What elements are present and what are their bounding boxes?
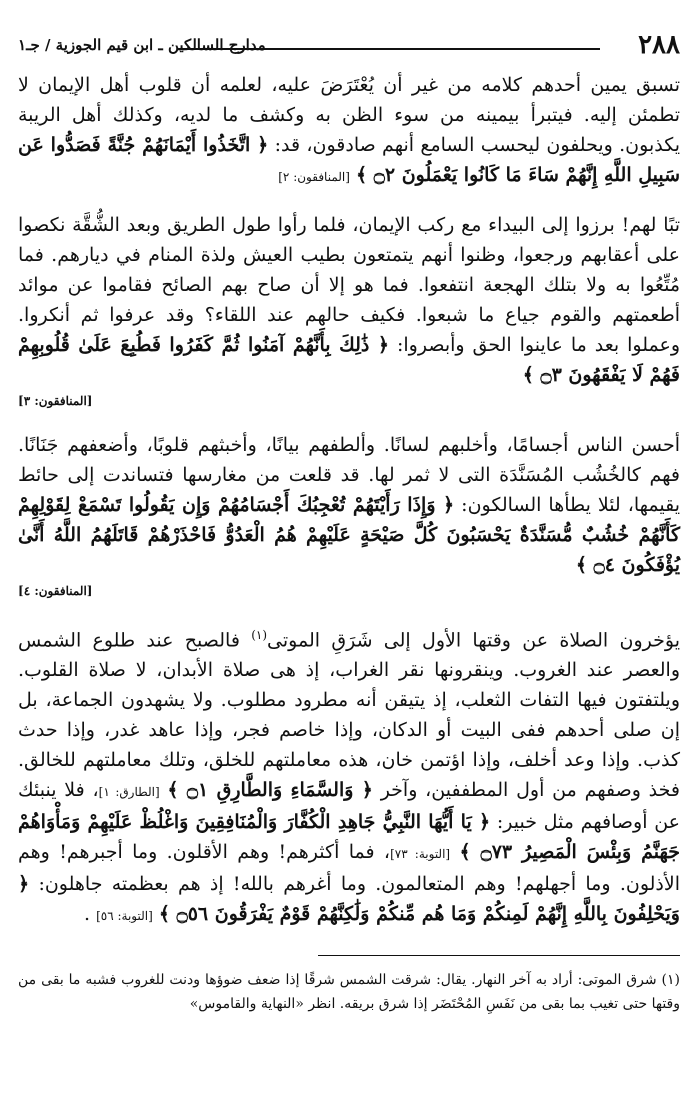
verse-ref-2: [المنافقون: ٣] (18, 394, 93, 408)
spacer (18, 602, 680, 620)
paragraph-1 (18, 70, 680, 192)
paragraph-3-text: أحسن الناس أجسامًا، وأخلبهم لسانًا. وألطفهم بيانًا، وأخبثهم قلوبًا، وأضعفهم جَنَانًا. فهم كالخُشُب المُسَنَّدَة التى لا ثمر لها. قد قلعت من مغارسها فتساندت إلى حائط يقيمها، لئلا يطأها السالكون: (18, 434, 680, 516)
spacer (18, 412, 680, 430)
paragraph-4 (18, 620, 680, 931)
paragraph-4-text-c: ، فلا ينبئك عن أوصافهم مثل خبير: (18, 779, 680, 834)
verse-ref-5: [التوبة: ٧٣] (390, 847, 451, 862)
spacer (18, 192, 680, 210)
footnotes (18, 968, 680, 1016)
paragraph-1-text: تسبق يمين أحدهم كلامه من غير أن يُعْتَرَضَ عليه، لعلمه أن قلوب أهل الإيمان لا تطمئن إليه. فيتبرأ بيمينه من سوء الظن به وكشف ما لديه، وكذلك أهل الريبة يكذبون. ويحلفون ليحسب السامع أنهم صادقون، قد: (18, 74, 680, 156)
paragraph-4-text-e: . (84, 903, 91, 926)
verse-ref-3: [المنافقون: ٤] (18, 584, 93, 598)
footnote-1-text: شرق الموتى: أراد به آخر النهار. يقال: شرقت الشمس شرقًا إذا ضعف ضوؤها ودنت للغروب فشبه ما بقى من وقتها حتى تغيب بما بقى من نَفَسِ المُحْتَضَر إذا شرق بريقه. انظر «النهاية والقاموس» (18, 972, 680, 1012)
paragraph-3 (18, 430, 680, 580)
quran-verse-3: ﴿ وَإِذَا رَأَيْتَهُمْ تُعْجِبُكَ أَجْسَامُهُمْ وَإِن يَقُولُوا تَسْمَعْ لِقَوْلِهِمْ كَأَنَّهُمْ خُشُبٌ مُّسَنَّدَةٌ يَحْسَبُونَ كُلَّ صَيْحَةٍ عَلَيْهِمْ هُمُ الْعَدُوُّ فَاحْذَرْهُمْ قَاتَلَهُمُ اللَّهُ أَنَّىٰ يُؤْفَكُونَ ۝٤ ﴾ (18, 494, 680, 576)
quran-verse-5: ﴿ يَا أَيُّهَا النَّبِيُّ جَاهِدِ الْكُفَّارَ وَالْمُنَافِقِينَ وَاغْلُظْ عَلَيْهِمْ وَمَأْوَاهُمْ جَهَنَّمُ وَبِئْسَ الْمَصِيرُ ۝٧٣ ﴾ (18, 811, 680, 864)
book-page (18, 0, 680, 1093)
running-title: مدارج السالكين ـ ابن قيم الجوزية / جـ١ (18, 36, 266, 54)
paragraph-2-text: تبًا لهم! برزوا إلى البيداء مع ركب الإيمان، فلما رأوا طول الطريق وبعد الشُّقَّة نكصوا على أعقابهم ورجعوا، وظنوا أنهم يتمتعون بطيب العيش ولذة المنام في ديارهم. فما مُتِّعُوا به ولا بتلك الهجعة انتفعوا. فما هو إلا أن صاح بهم الصائح فقاموا عن موائد أطعمتهم والقوم جياع ما شبعوا. فكيف حالهم عند اللقاء؟ وقد عرفوا ثم أنكروا. وعملوا بعد ما عاينوا الحق وأبصروا: (18, 214, 681, 356)
paragraph-4-text-d: ، فما أكثرهم! وهم الأقلون. وما أجبرهم! وهم الأذلون. وما أجهلهم! وهم المتعالمون. وما أغرهم بالله! إذ هم بعظمته جاهلون: (18, 841, 680, 896)
quran-verse-4: ﴿ وَالسَّمَاءِ وَالطَّارِقِ ۝١ ﴾ (167, 779, 373, 802)
quran-verse-6: ﴿ وَيَحْلِفُونَ بِاللَّهِ إِنَّهُمْ لَمِنكُمْ وَمَا هُم مِّنكُمْ وَلَٰكِنَّهُمْ قَوْمٌ يَفْرَقُونَ ۝٥٦ ﴾ (18, 873, 680, 926)
footnote-separator (318, 955, 680, 956)
page-header (18, 30, 680, 60)
verse-ref-4: [الطارق: ١] (98, 785, 160, 800)
page-body (18, 70, 680, 931)
footnote-marker: (١) (251, 628, 268, 642)
quran-verse-1: ﴿ اتَّخَذُوا أَيْمَانَهُمْ جُنَّةً فَصَدُّوا عَن سَبِيلِ اللَّهِ إِنَّهُمْ سَاءَ مَا كَانُوا يَعْمَلُونَ ۝٢ ﴾ (18, 134, 680, 186)
verse-ref-1: [المنافقون: ٢] (278, 170, 350, 184)
paragraph-4-text-a: يؤخرون الصلاة عن وقتها الأول إلى شَرَقِ الموتى (267, 629, 680, 652)
page-number: ٢٨٨ (638, 30, 680, 60)
paragraph-2 (18, 210, 680, 390)
quran-verse-2: ﴿ ذَٰلِكَ بِأَنَّهُمْ آمَنُوا ثُمَّ كَفَرُوا فَطُبِعَ عَلَىٰ قُلُوبِهِمْ فَهُمْ لَا يَفْقَهُونَ ۝٣ ﴾ (18, 334, 680, 386)
verse-ref-6: [التوبة: ٥٦] (96, 909, 153, 924)
paragraph-4-text-b: فالصبح عند طلوع الشمس والعصر عند الغروب. وينقرونها نقر الغراب، إذ هى صلاة الأبدان، لا صلاة القلوب. ويلتفتون فيها التفات الثعلب، إذ يتيقن أنه مطرود مطلوب. ولا يشهدون الجماعة، بل إن صلى أحدهم ففى البيت أو الدكان، وإذا خاصم فجر، وإذا عاهد غدر، وإذا حدث كذب. وإذا وعد أخلف، وإذا اؤتمن خان، هذه معاملتهم للخلق، وتلك معاملتهم للخالق. فخذ وصفهم من أول المطففين، وآخر (18, 629, 680, 802)
footnote-1-marker: (١) (661, 972, 680, 988)
